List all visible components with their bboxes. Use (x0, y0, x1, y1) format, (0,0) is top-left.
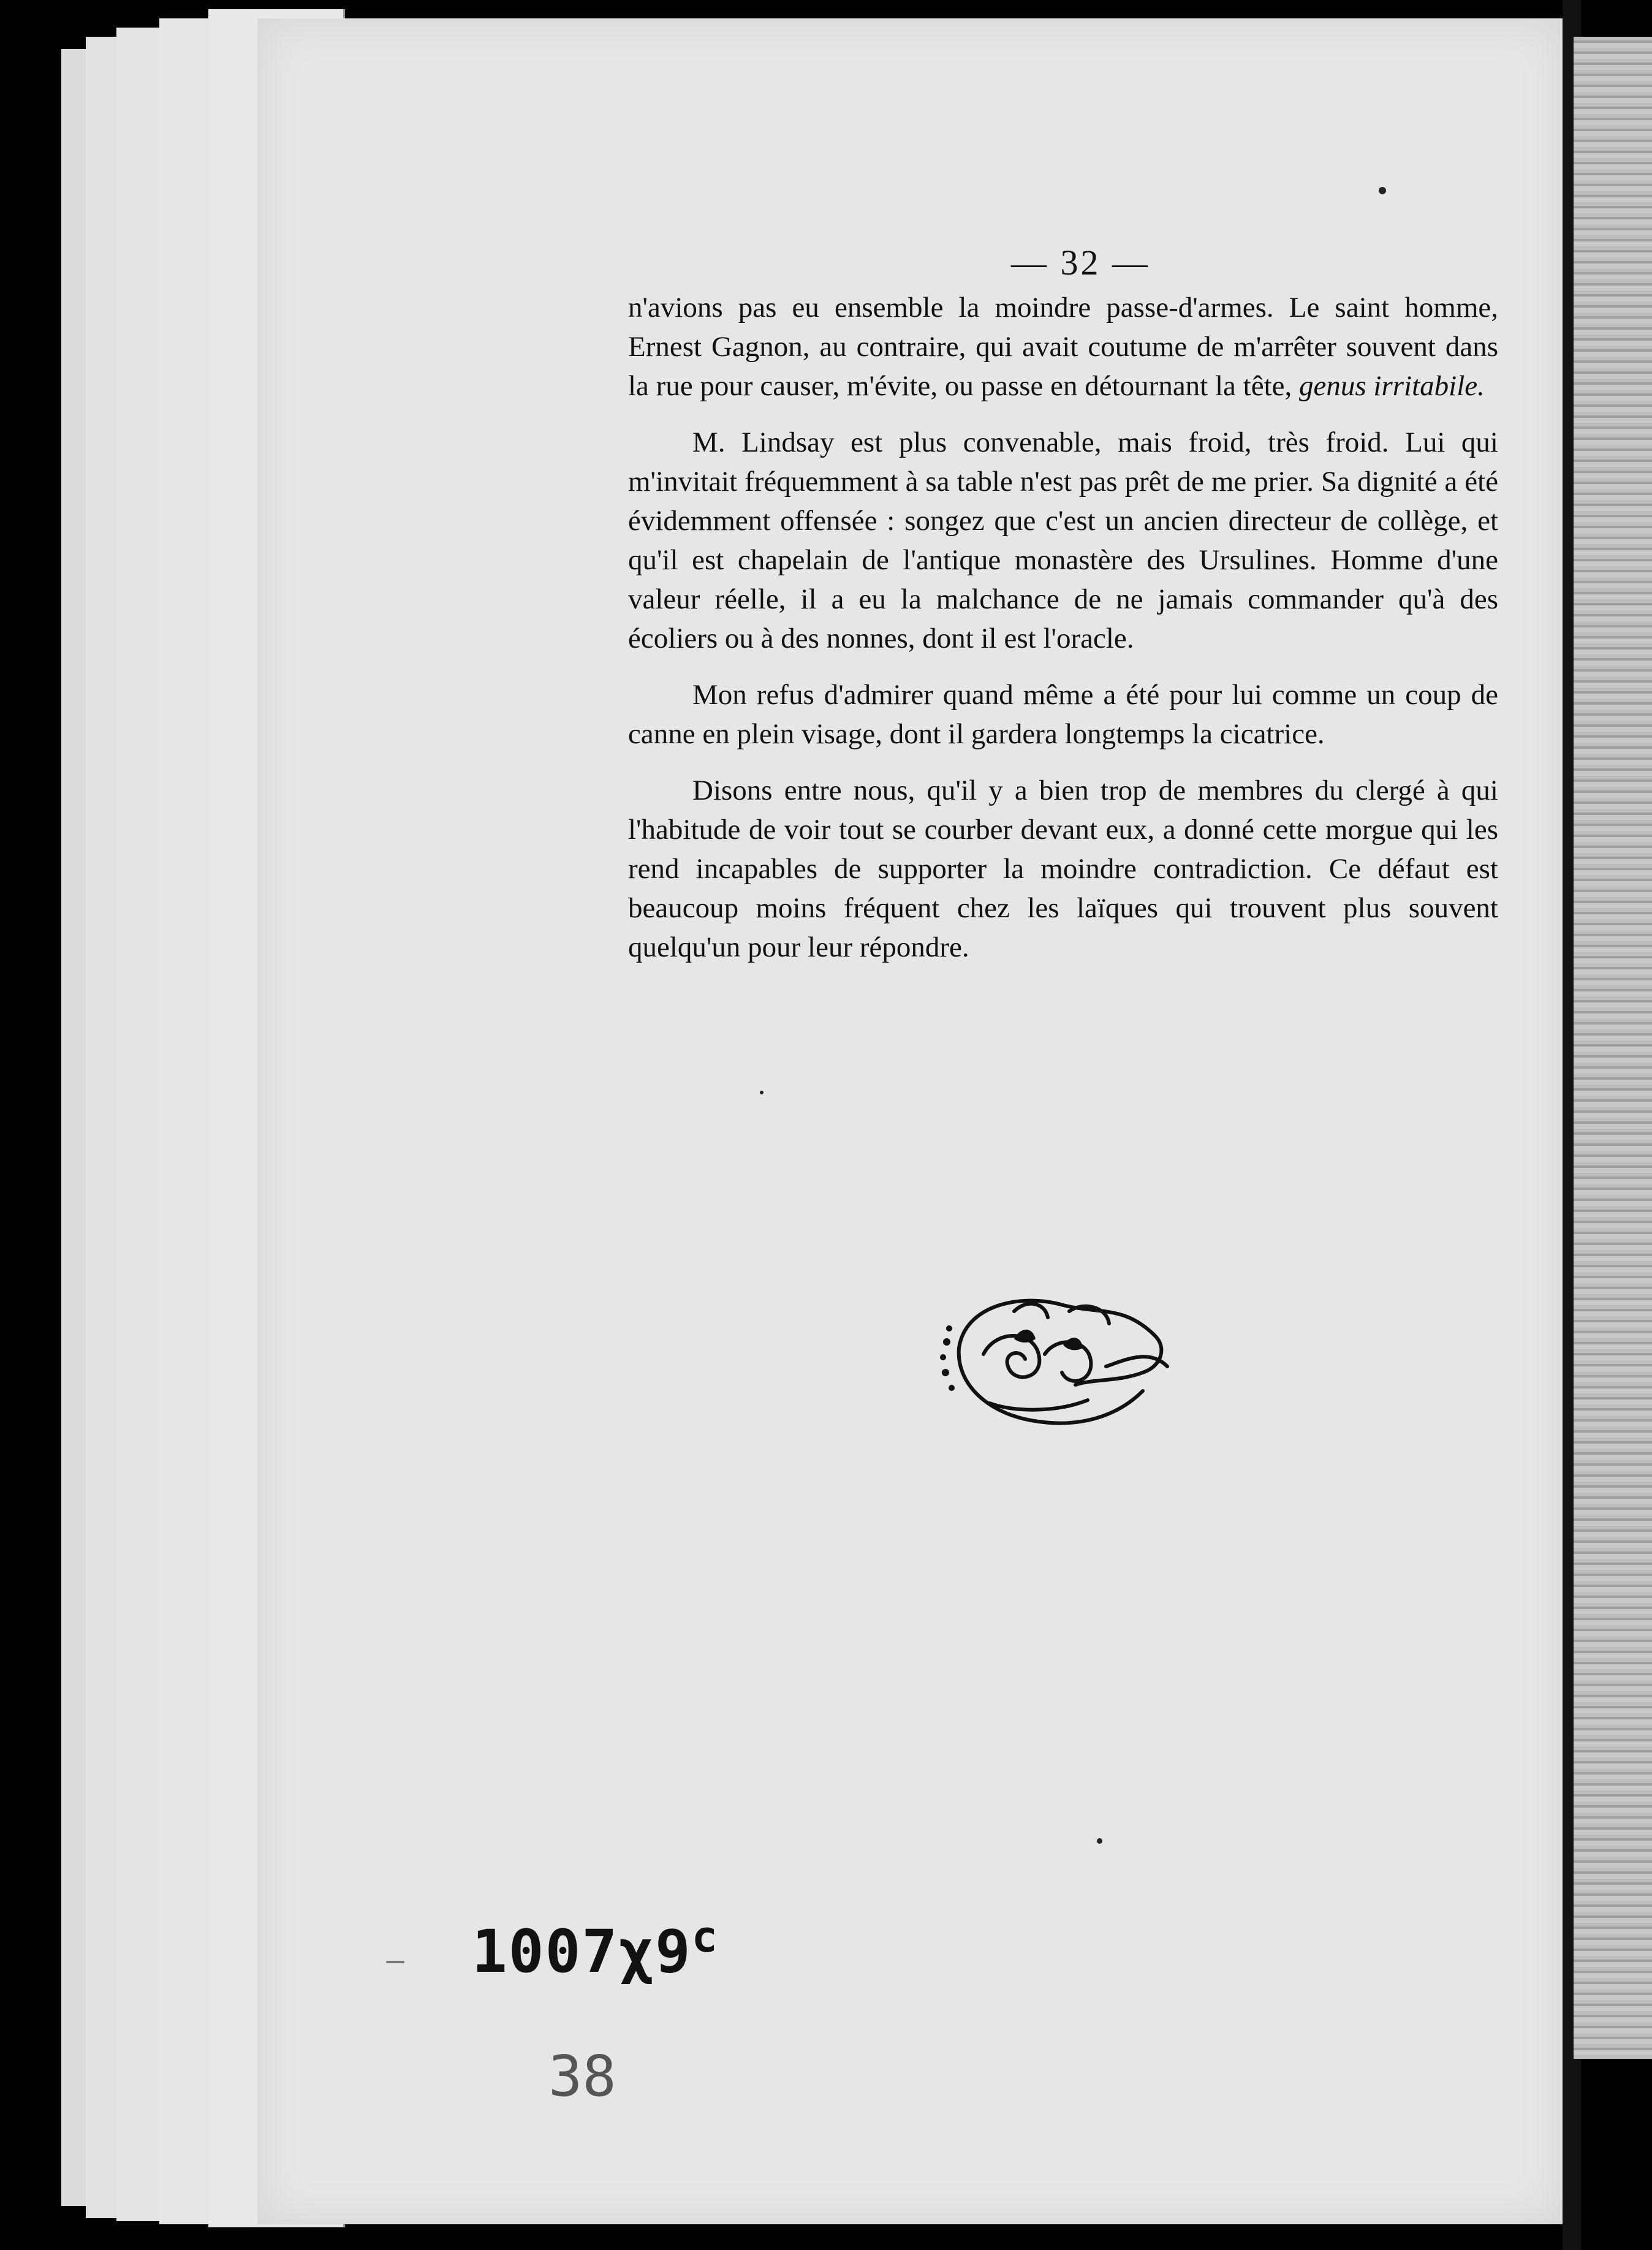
italic-latin-phrase: genus irritabile. (1299, 370, 1485, 402)
ink-speck (760, 1091, 763, 1094)
ink-speck (1097, 1838, 1102, 1844)
paragraph-3: Mon refus d'admirer quand même a été pour lui comme un coup de canne en plein visage, dont il gardera longtemps la cicatrice. (628, 679, 1498, 750)
page-number: — 32 — (1011, 243, 1150, 282)
stamp-number-text: 1007χ9 (472, 1917, 692, 1986)
paragraph-2: M. Lindsay est plus convenable, mais froid, très froid. Lui qui m'invitait fréquemment à sa table n'est pas prêt de me prier. Sa dignité a été évidemment offensée : songez que c'est un ancien directeur de collège, et qu'il est chapelain de l'antique monastère des Ursulines. Homme d'une valeur réelle, il a eu la malchance de ne jamais commander qu'à des écoliers ou à des nonnes, dont il est l'oracle. (628, 426, 1498, 654)
paragraph-1 (628, 288, 1498, 406)
adjacent-page-edge (1574, 37, 1652, 2059)
ink-speck (386, 1961, 404, 1963)
paragraph-1-text: n'avions pas eu ensemble la moindre passe-d'armes. Le saint homme, Ernest Gagnon, au contraire, qui avait coutume de m'arrêter souvent dans la rue pour causer, m'évite, ou passe en détournant la tête, (628, 292, 1498, 402)
ink-speck (1379, 187, 1386, 194)
stamp-number-suffix: c (691, 1912, 719, 1962)
paragraph-4: Disons entre nous, qu'il y a bien trop de membres du clergé à qui l'habitude de voir tout se courber devant eux, a donné cette morgue qui les rend incapables de supporter la moindre contradiction. Ce défaut est beaucoup moins fréquent chez les laïques qui trouvent plus souvent quelqu'un pour leur répondre. (628, 775, 1498, 963)
archive-stamp-subnumber: 38 (548, 2044, 616, 2109)
archive-stamp-number (472, 1912, 719, 1986)
body-text (628, 288, 1498, 984)
floral-ornament-icon (922, 1281, 1180, 1446)
